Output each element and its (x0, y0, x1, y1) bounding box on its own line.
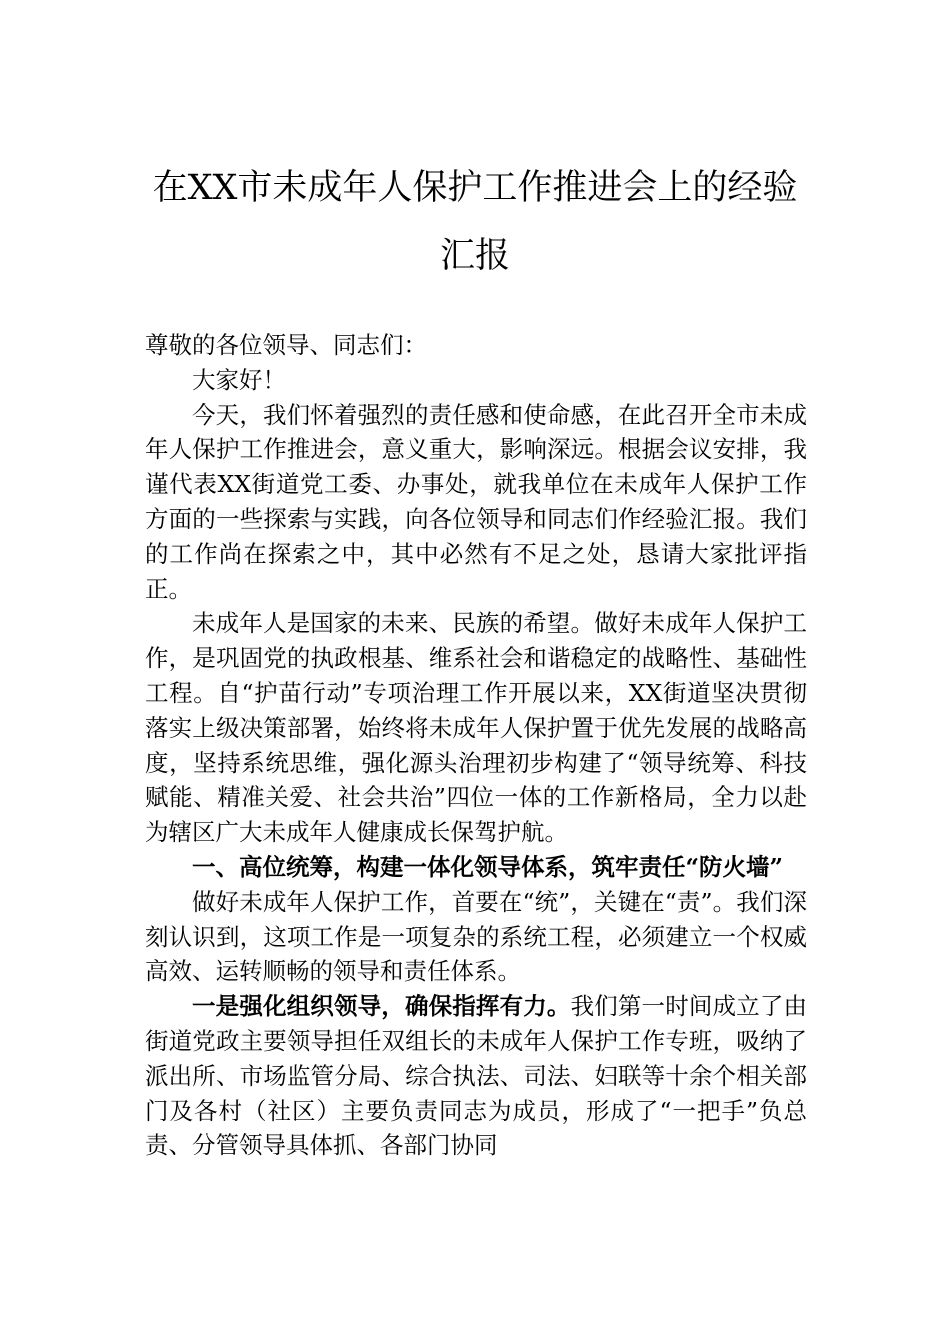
greeting: 大家好！ (192, 365, 286, 394)
document-body (145, 328, 807, 1163)
section-heading-1: 一、高位统筹，构建一体化领导体系，筑牢责任“防火墙” (192, 852, 784, 881)
salutation: 尊敬的各位领导、同志们： (145, 331, 427, 359)
point-1-lead: 一是强化组织领导，确保指挥有力。 (192, 992, 571, 1021)
point-1-paragraph (145, 989, 807, 1163)
document-title-line1: 在XX市未成年人保护工作推进会上的经验 (152, 168, 798, 208)
intro-paragraph: 今天，我们怀着强烈的责任感和使命感，在此召开全市未成年人保护工作推进会，意义重大，影响深远。根据会议安排，我谨代表XX街道党工委、办事处，就我单位在未成年人保护工作方面的一些探索与实践，向各位领导和同志们作经验汇报。我们的工作尚在探索之中，其中必然有不足之处，恳请大家批评指正。 (145, 400, 807, 603)
point-1-text: 我们第一时间成立了由街道党政主要领导担任双组长的未成年人保护工作专班，吸纳了派出所、市场监管分局、综合执法、司法、妇联等十余个相关部门及各村（社区）主要负责同志为成员，形成了“一把手”负总责、分管领导具体抓、各部门协同 (145, 992, 808, 1160)
section-1-paragraph: 做好未成年人保护工作，首要在“统”，关键在“责”。我们深刻认识到，这项工作是一项复杂的系统工程，必须建立一个权威高效、运转顺畅的领导和责任体系。 (145, 887, 807, 986)
document-title-line2: 汇报 (439, 236, 510, 276)
background-paragraph: 未成年人是国家的未来、民族的希望。做好未成年人保护工作，是巩固党的执政根基、维系社会和谐稳定的战略性、基础性工程。自“护苗行动”专项治理工作开展以来，XX街道坚决贯彻落实上级决策部署，始终将未成年人保护置于优先发展的战略高度，坚持系统思维，强化源头治理初步构建了“领导统筹、科技赋能、精准关爱、社会共治”四位一体的工作新格局，全力以赴为辖区广大未成年人健康成长保驾护航。 (145, 609, 807, 847)
